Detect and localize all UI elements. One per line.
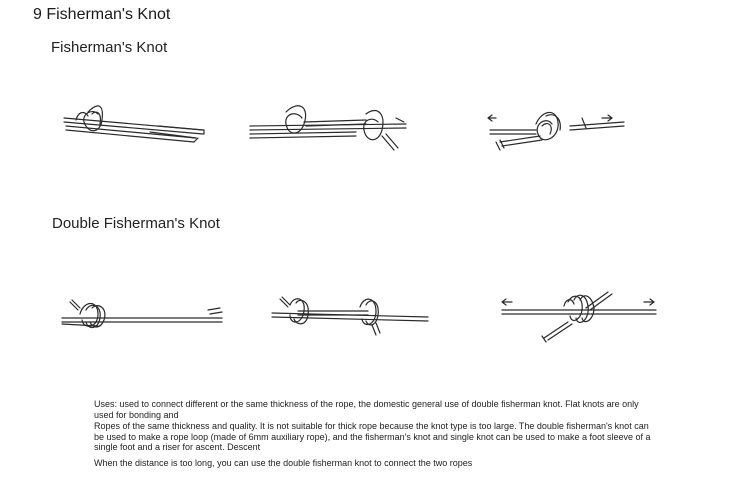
note-uses: Uses: used to connect different or the same thickness of the rope, the domestic general use of double fisherman knot. Flat knots are only used for bonding and xyxy=(94,399,639,420)
section-title-fishermans-knot: Fisherman's Knot xyxy=(51,39,168,56)
note-distance: When the distance is too long, you can use the double fisherman knot to connect the two ropes xyxy=(94,458,473,468)
fishermans-knot-step-3 xyxy=(486,104,628,154)
fishermans-knot-step-2 xyxy=(246,100,408,160)
double-fishermans-knot-step-2 xyxy=(268,293,432,337)
fishermans-knot-step-1 xyxy=(58,100,208,150)
page-title: 9 Fisherman's Knot xyxy=(33,6,171,23)
double-fishermans-knot-step-3 xyxy=(498,288,660,344)
note-ropes: Ropes of the same thickness and quality. It is not suitable for thick rope because the knot type is too large. The double fisherman's knot can be used to make a rope loop (made of 6mm auxiliary rope), and the fisherman's knot and single knot can be used to make a foot sleeve of a single foot and a riser for ascent. Descent xyxy=(94,421,651,452)
double-fishermans-knot-step-1 xyxy=(58,296,226,336)
section-title-double-fishermans-knot: Double Fisherman's Knot xyxy=(52,215,220,232)
